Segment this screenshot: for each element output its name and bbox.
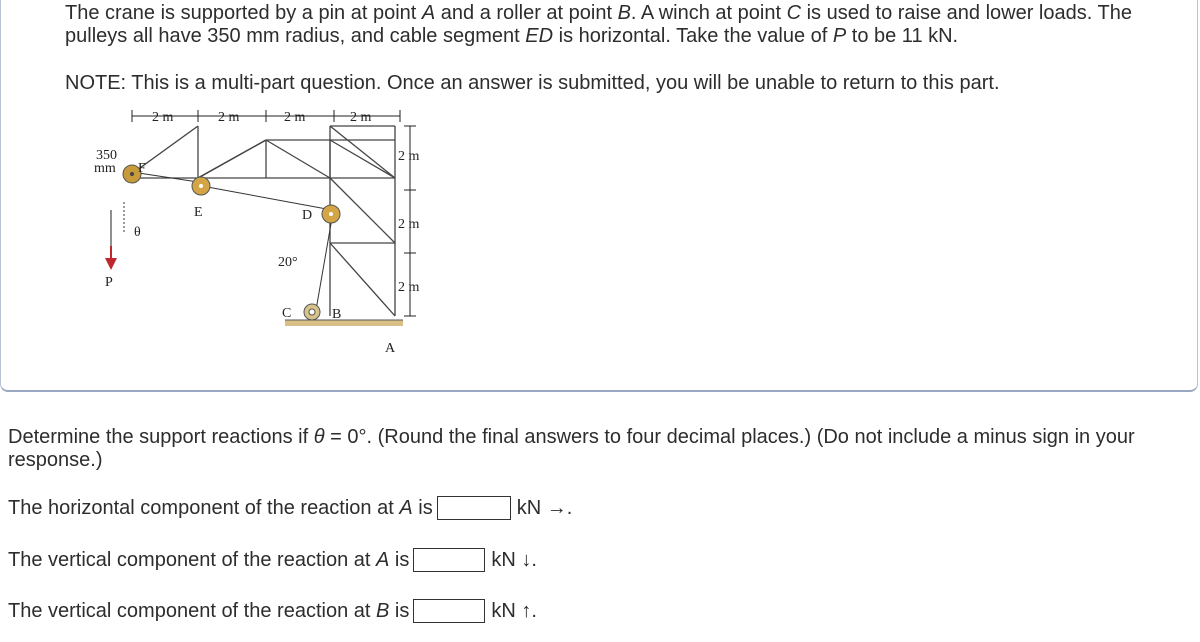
dim-label-right-1: 2 m [398,149,420,164]
theta-symbol: θ [313,426,325,448]
intro-var-ed: ED [525,25,554,47]
label-a: A [385,341,396,356]
label-e: E [194,205,203,220]
label-p: P [105,275,113,290]
ground [285,320,403,326]
label-mm: mm [94,161,116,176]
dim-label: 2 m [350,110,372,125]
pulley-d [322,205,340,223]
answer-input-by[interactable] [413,599,485,623]
load-arrow [105,202,124,270]
problem-statement [65,2,1185,48]
dim-label-right-3: 2 m [398,280,420,295]
intro-var-p: P [832,25,847,47]
intro-var-b: B [617,2,631,24]
unit-label: kN ↓. [491,548,537,571]
label-c: C [282,306,292,321]
answer-label: The vertical component of the reaction at B is [8,599,410,622]
label-theta: θ [134,225,141,240]
answer-row-by [8,599,537,623]
label-b: B [332,307,342,322]
label-f: F [138,161,146,176]
dim-label: 2 m [218,110,240,125]
answer-input-ax[interactable] [437,496,511,520]
answer-row-ax [8,496,572,520]
answer-input-ay[interactable] [413,548,485,572]
dim-label: 2 m [284,110,306,125]
note-text: NOTE: This is a multi-part question. Once an answer is submitted, you will be unable to return to this part. [65,72,1000,94]
intro-text: is horizontal. Take the value of [553,25,833,47]
determine-text-part: = 0°. (Round the final answers to four decimal places.) (Do not include a minus sign in your response.) [8,426,1135,471]
winch-c [304,304,320,320]
label-350: 350 [96,148,117,163]
dim-label-right-2: 2 m [398,217,420,232]
intro-text: is used to raise and lower loads. The pulleys all have 350 mm radius, and cable segment [65,2,1132,47]
answer-label: The vertical component of the reaction at A is [8,548,410,571]
crane-diagram [80,98,440,358]
intro-var-c: C [786,2,802,24]
intro-text: and a roller at point [435,2,618,24]
top-dimension-labels [152,110,372,125]
cable [132,172,332,310]
intro-text: The crane is supported by a pin at point [65,2,422,24]
intro-text: . A winch at point [630,2,787,24]
boom-truss [126,126,395,316]
unit-label: kN ↑. [491,599,537,622]
unit-label: kN →. [516,496,573,519]
answer-label: The horizontal component of the reaction at A is [8,496,433,519]
intro-var-a: A [421,2,436,24]
determine-text-part: Determine the support reactions if [8,426,314,448]
answer-row-ay [8,548,537,572]
dim-label: 2 m [152,110,174,125]
intro-text: to be 11 kN. [846,25,959,47]
pulley-e [192,177,210,195]
determine-text [8,426,1193,472]
label-angle: 20° [278,255,298,270]
label-d: D [302,208,313,223]
